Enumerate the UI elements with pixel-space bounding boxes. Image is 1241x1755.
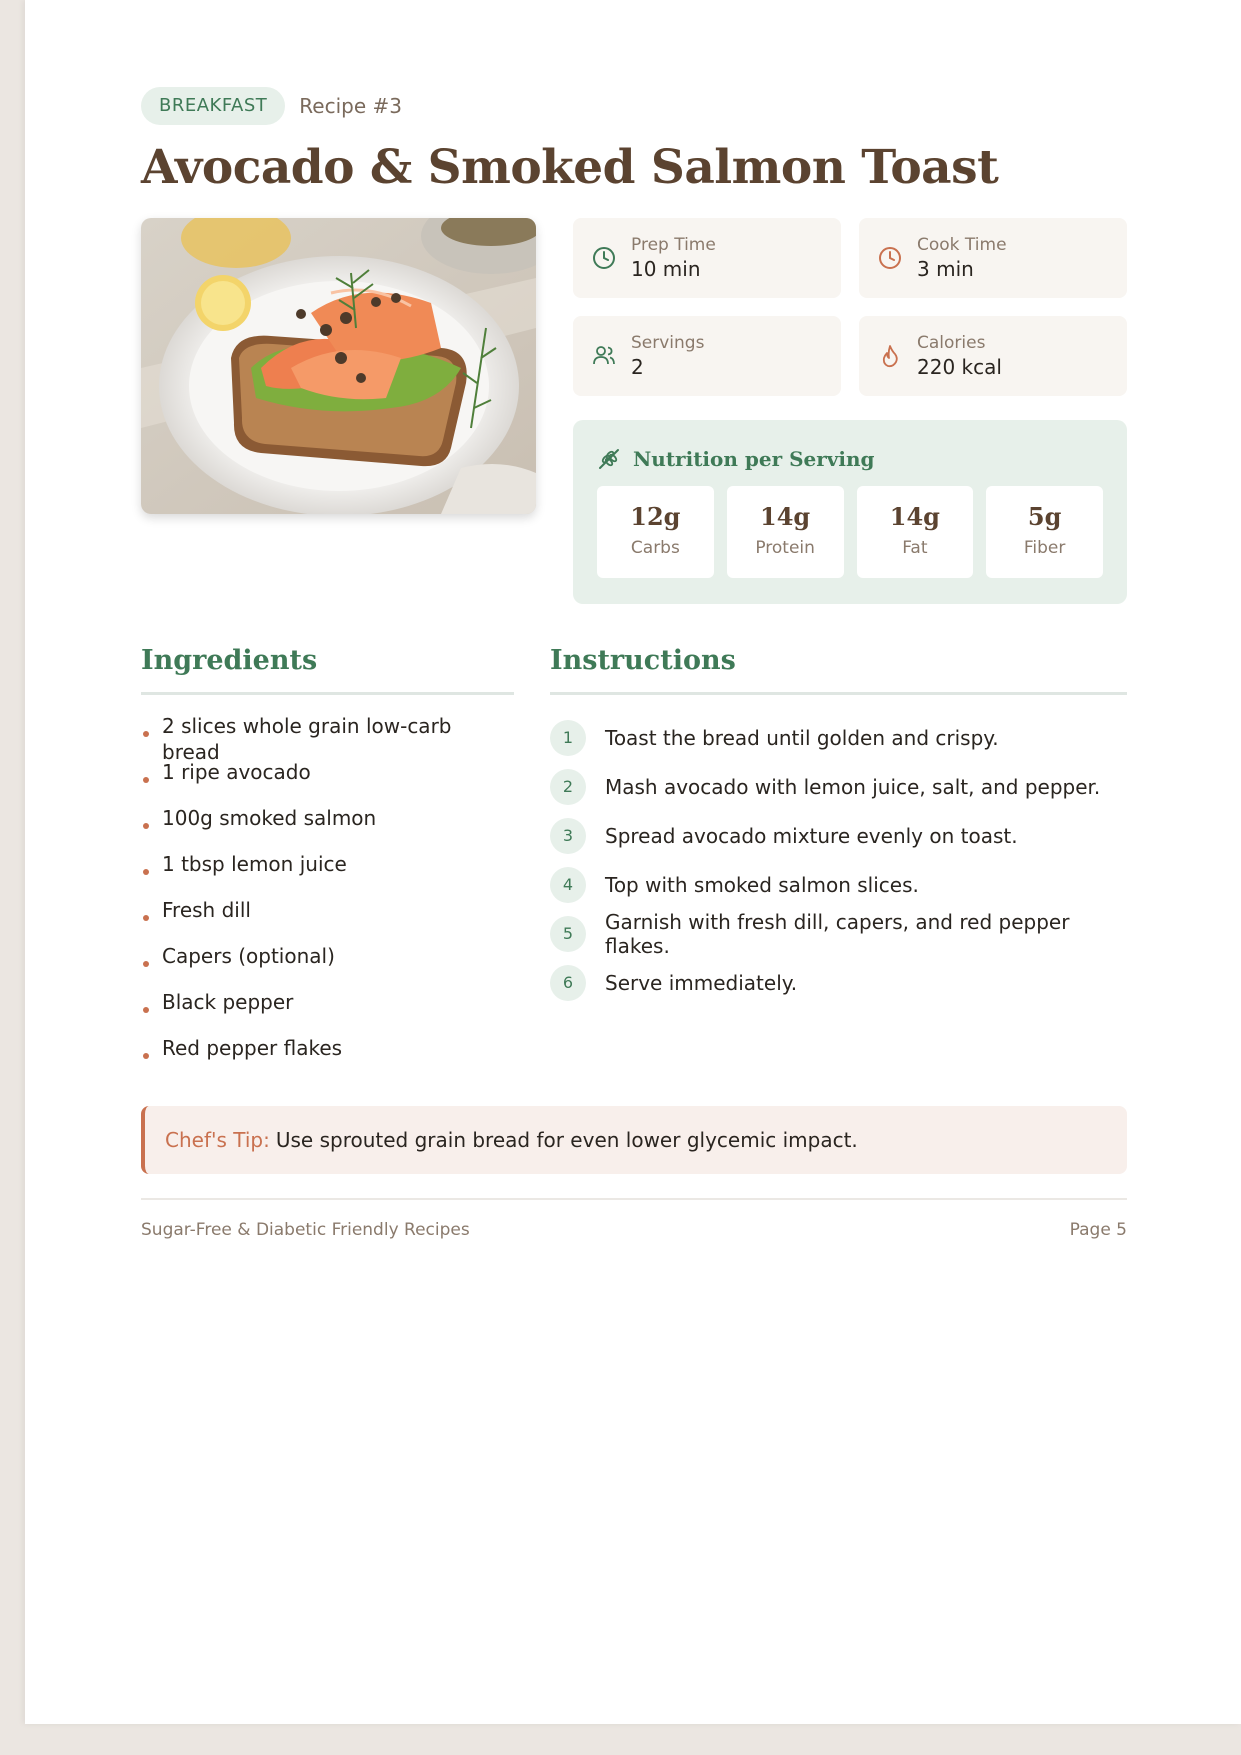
step-number: 5 — [550, 916, 586, 952]
clock-icon — [877, 245, 903, 271]
nutrition-label: Protein — [755, 538, 815, 558]
ingredient-item: Fresh dill — [141, 897, 514, 943]
ingredients-section — [141, 644, 514, 1081]
instruction-step — [550, 860, 1127, 909]
stat-cook-time — [859, 218, 1127, 298]
clock-icon — [591, 245, 617, 271]
stat-prep-time — [573, 218, 841, 298]
recipe-meta — [141, 86, 1127, 126]
stat-value: 220 kcal — [917, 355, 1002, 379]
nutrition-title: Nutrition per Serving — [633, 447, 875, 471]
recipe-page — [25, 0, 1241, 1724]
ingredient-item: 1 ripe avocado — [141, 759, 514, 805]
nutrition-label: Fat — [902, 538, 928, 558]
nutrition-value: 12g — [630, 502, 681, 531]
flame-icon — [877, 343, 903, 369]
chefs-tip — [141, 1106, 1127, 1174]
nutrition-protein — [727, 486, 844, 578]
step-number: 3 — [550, 818, 586, 854]
instruction-step — [550, 909, 1127, 958]
step-text: Mash avocado with lemon juice, salt, and pepper. — [605, 774, 1101, 799]
recipe-body — [141, 644, 1127, 1081]
nutrition-label: Carbs — [630, 538, 680, 558]
page-number: Page 5 — [1069, 1220, 1127, 1240]
ingredient-item: Black pepper — [141, 989, 514, 1035]
instructions-section — [550, 644, 1127, 1081]
ingredient-item: 100g smoked salmon — [141, 805, 514, 851]
nutrition-label: Fiber — [1023, 538, 1066, 558]
ingredients-title: Ingredients — [141, 644, 514, 695]
nutrition-header — [597, 442, 1103, 476]
nutrition-fiber — [986, 486, 1103, 578]
stat-servings — [573, 316, 841, 396]
nutrition-value: 14g — [889, 502, 940, 531]
page-content — [141, 86, 1127, 1240]
users-icon — [591, 343, 617, 369]
nutrition-panel — [573, 420, 1127, 604]
stat-label: Prep Time — [631, 235, 716, 255]
step-number: 2 — [550, 769, 586, 805]
recipe-stats — [573, 218, 1127, 396]
instruction-step — [550, 811, 1127, 860]
tip-text: Use sprouted grain bread for even lower glycemic impact. — [275, 1128, 858, 1152]
stat-value: 3 min — [917, 257, 974, 281]
step-number: 6 — [550, 965, 586, 1001]
ingredients-list — [141, 713, 514, 1081]
instruction-step — [550, 958, 1127, 1007]
stat-value: 10 min — [631, 257, 701, 281]
step-text: Toast the bread until golden and crispy. — [605, 725, 999, 750]
step-text: Garnish with fresh dill, capers, and red pepper flakes. — [605, 909, 1070, 958]
step-text: Top with smoked salmon slices. — [605, 872, 919, 897]
stat-label: Servings — [631, 333, 705, 353]
book-title: Sugar-Free & Diabetic Friendly Recipes — [141, 1220, 470, 1240]
wheat-icon — [597, 447, 621, 471]
recipe-details — [573, 218, 1127, 604]
step-number: 4 — [550, 867, 586, 903]
step-text: Spread avocado mixture evenly on toast. — [605, 823, 1018, 848]
stat-label: Cook Time — [917, 235, 1007, 255]
nutrition-value: 5g — [1027, 502, 1062, 531]
ingredient-item: Capers (optional) — [141, 943, 514, 989]
instruction-step — [550, 713, 1127, 762]
step-text: Serve immediately. — [605, 970, 798, 995]
stat-calories — [859, 316, 1127, 396]
ingredient-item: Red pepper flakes — [141, 1035, 514, 1081]
stat-value: 2 — [631, 355, 644, 379]
stat-label: Calories — [917, 333, 986, 353]
recipe-number: Recipe #3 — [299, 94, 402, 118]
nutrition-value: 14g — [760, 502, 811, 531]
recipe-title: Avocado & Smoked Salmon Toast — [141, 140, 999, 195]
ingredient-item: 2 slices whole grain low-carb bread — [141, 713, 514, 759]
salmon-toast-photo — [141, 218, 536, 514]
nutrition-grid — [597, 486, 1103, 578]
page-footer — [141, 1198, 1127, 1240]
instructions-list — [550, 713, 1127, 1007]
instructions-title: Instructions — [550, 644, 1127, 695]
tip-label: Chef's Tip: — [165, 1128, 270, 1152]
ingredient-item: 1 tbsp lemon juice — [141, 851, 514, 897]
recipe-overview — [141, 218, 1127, 604]
instruction-step — [550, 762, 1127, 811]
nutrition-fat — [857, 486, 974, 578]
nutrition-carbs — [597, 486, 714, 578]
step-number: 1 — [550, 720, 586, 756]
category-badge: BREAKFAST — [141, 87, 285, 125]
